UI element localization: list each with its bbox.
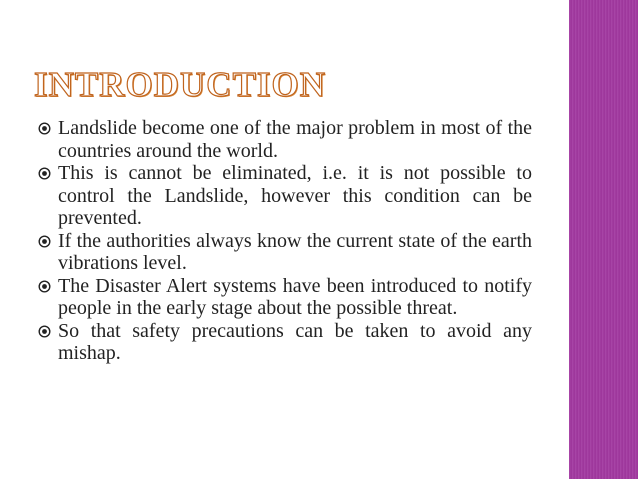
bullet-text: Landslide become one of the major problem in most of the countries around the world. (58, 117, 532, 162)
decorative-side-bar (569, 0, 638, 479)
circle-target-icon (38, 122, 51, 135)
circle-target-icon (38, 235, 51, 248)
bullet-text: This is cannot be eliminated, i.e. it is not possible to control the Landslide, however this condition can be prevented. (58, 162, 532, 229)
slide-title: INTRODUCTION (34, 65, 327, 104)
bullet-list (38, 117, 532, 365)
circle-target-icon (38, 280, 51, 293)
circle-target-icon (38, 167, 51, 180)
bullet-text: So that safety precautions can be taken to avoid any mishap. (58, 319, 532, 364)
bullet-item (38, 275, 532, 320)
bullet-text: The Disaster Alert systems have been introduced to notify people in the early stage about the possible threat. (58, 274, 532, 319)
bullet-text: If the authorities always know the current state of the earth vibrations level. (58, 229, 532, 274)
bullet-item (38, 230, 532, 275)
bullet-item (38, 162, 532, 230)
circle-target-icon (38, 325, 51, 338)
bullet-item (38, 320, 532, 365)
bullet-item (38, 117, 532, 162)
